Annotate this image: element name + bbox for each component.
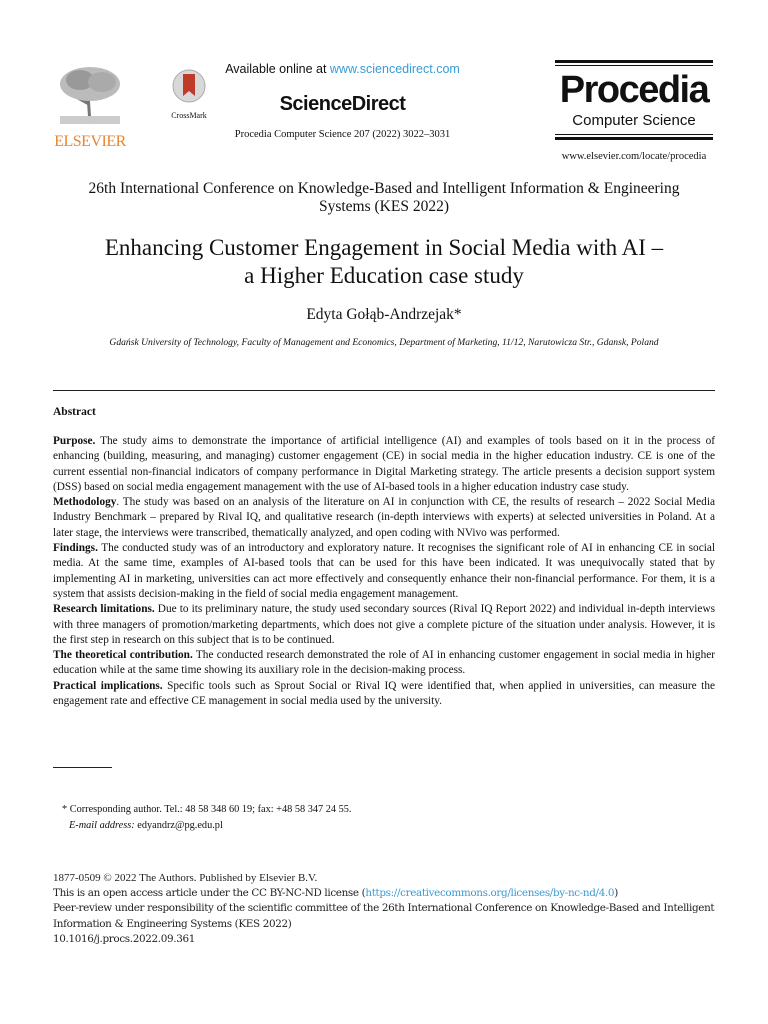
- issn-copyright: 1877-0509 © 2022 The Authors. Published by Elsevier B.V.: [53, 872, 318, 884]
- bottom-matter: [53, 871, 733, 947]
- abstract-practical: [53, 679, 715, 710]
- available-prefix: Available online at: [225, 62, 330, 76]
- title-line-2: a Higher Education case study: [244, 263, 524, 288]
- peer-review-line-2: Information & Engineering Systems (KES 2022): [53, 917, 292, 930]
- logo-rule-top: [555, 60, 713, 66]
- available-online: [200, 62, 485, 76]
- section-text: The conducted research demonstrated the role of AI in enhancing customer engagement in social media in higher education while at the same time showing its auxiliary role in the decision-making process.: [53, 649, 716, 677]
- footnote-rule: [53, 767, 112, 768]
- abstract-methodology: [53, 495, 715, 541]
- corresponding-author: * Corresponding author. Tel.: 48 58 348 60 19; fax: +48 58 347 24 55.: [62, 804, 352, 815]
- section-text: Due to its preliminary nature, the study used secondary sources (Rival IQ Report 2022) and individual in-depth interviews with three managers of promotion/marketing departments, which does not give a complete picture of the situation under analysis. However, it is the first step in research on this subject that is to be continued.: [53, 603, 715, 646]
- crossmark-label: CrossMark: [171, 111, 207, 120]
- conference-name: [40, 180, 728, 216]
- section-text: . The study was based on an analysis of the literature on AI in conjunction with CE, the results of research – 2022 Social Media Industry Benchmark – prepared by Rival IQ, and qualitative research (in-depth interviews with experts) at selected universities in Poland. At a later stage, the interviews were transcribed, thematically analyzed, and open coding with NVivo was performed.: [53, 496, 715, 539]
- doi[interactable]: 10.1016/j.procs.2022.09.361: [53, 932, 195, 945]
- email-address[interactable]: edyandrz@pg.edu.pl: [134, 820, 223, 831]
- sciencedirect-link[interactable]: www.sciencedirect.com: [329, 62, 460, 76]
- section-text: Specific tools such as Sprout Social or Rival IQ were identified that, when applied in universities, can measure the engagement rate and effective CE management in social media used by the university.: [53, 679, 715, 708]
- license-suffix: ): [614, 887, 618, 900]
- section-label: Practical implications.: [53, 679, 163, 692]
- abstract-theoretical: [53, 648, 715, 679]
- abstract-purpose: [53, 434, 715, 495]
- license-prefix: This is an open access article under the CC BY-NC-ND license (: [53, 887, 366, 900]
- section-text: The conducted study was of an introductory and exploratory nature. It recognises the significant role of AI in enhancing CE in social media. At the same time, examples of AI-based tools that can be used for this have been indicated. It was unequivocally stated that by implementing AI in marketing, universities can act more effectively and consequently enhance their non-financial performance. For them, it is a system that assists decision-making in the field of social media engagement management.: [53, 542, 715, 600]
- procedia-subtitle: Computer Science: [572, 112, 696, 129]
- affiliation: Gdańsk University of Technology, Faculty of Management and Economics, Department of Marketing, 11/12, Narutowicza Str., Gdansk, Poland: [109, 337, 659, 348]
- peer-review-line-1: Peer-review under responsibility of the scientific committee of the 26th International Conference on Knowledge-Based and Intelligent: [53, 902, 715, 915]
- abstract-body: [53, 434, 715, 709]
- section-label: Research limitations.: [53, 603, 155, 616]
- conference-line-2: Systems (KES 2022): [318, 198, 450, 215]
- procedia-logo: [555, 60, 713, 140]
- journal-reference: Procedia Computer Science 207 (2022) 3022–3031: [234, 129, 451, 140]
- abstract-findings: [53, 541, 715, 602]
- section-label: Methodology: [53, 496, 117, 509]
- conference-line-1: 26th International Conference on Knowledge-Based and Intelligent Information & Engineering: [88, 180, 680, 197]
- author-name: Edyta Gołąb-Andrzejak*: [306, 306, 462, 323]
- header-divider: [53, 390, 715, 391]
- journal-url[interactable]: www.elsevier.com/locate/procedia: [561, 151, 707, 162]
- paper-title: [40, 234, 728, 290]
- section-label: The theoretical contribution.: [53, 649, 193, 662]
- email-label: E-mail address:: [69, 820, 135, 831]
- logo-rule-bottom: [555, 134, 713, 140]
- license-link[interactable]: https://creativecommons.org/licenses/by-nc-nd/4.0: [365, 887, 615, 900]
- footnote: [62, 802, 351, 834]
- section-label: Purpose.: [53, 435, 96, 447]
- abstract-heading: Abstract: [53, 406, 96, 418]
- section-text: The study aims to demonstrate the importance of artificial intelligence (AI) and examples of tools based on it in the process of enhancing (building, measuring, and managing) customer engagement (CE) in social media in the higher education industry. CE is one of the current essential non-financial indicators of company performance in Digital Marketing strategy. The article presents a decision support system (DSS) based on social media engagement management with the use of AI-based tools in a higher education industry case study.: [53, 435, 715, 493]
- sciencedirect-wordmark: ScienceDirect: [279, 93, 406, 115]
- abstract-limitations: [53, 602, 715, 648]
- title-line-1: Enhancing Customer Engagement in Social Media with AI –: [104, 235, 664, 260]
- section-label: Findings.: [53, 542, 98, 555]
- license-line: [53, 886, 733, 901]
- elsevier-wordmark: ELSEVIER: [54, 133, 126, 150]
- elsevier-logo: [52, 64, 128, 148]
- procedia-title: Procedia: [559, 69, 709, 111]
- email-line: [62, 818, 351, 834]
- elsevier-tree-icon: [52, 64, 128, 126]
